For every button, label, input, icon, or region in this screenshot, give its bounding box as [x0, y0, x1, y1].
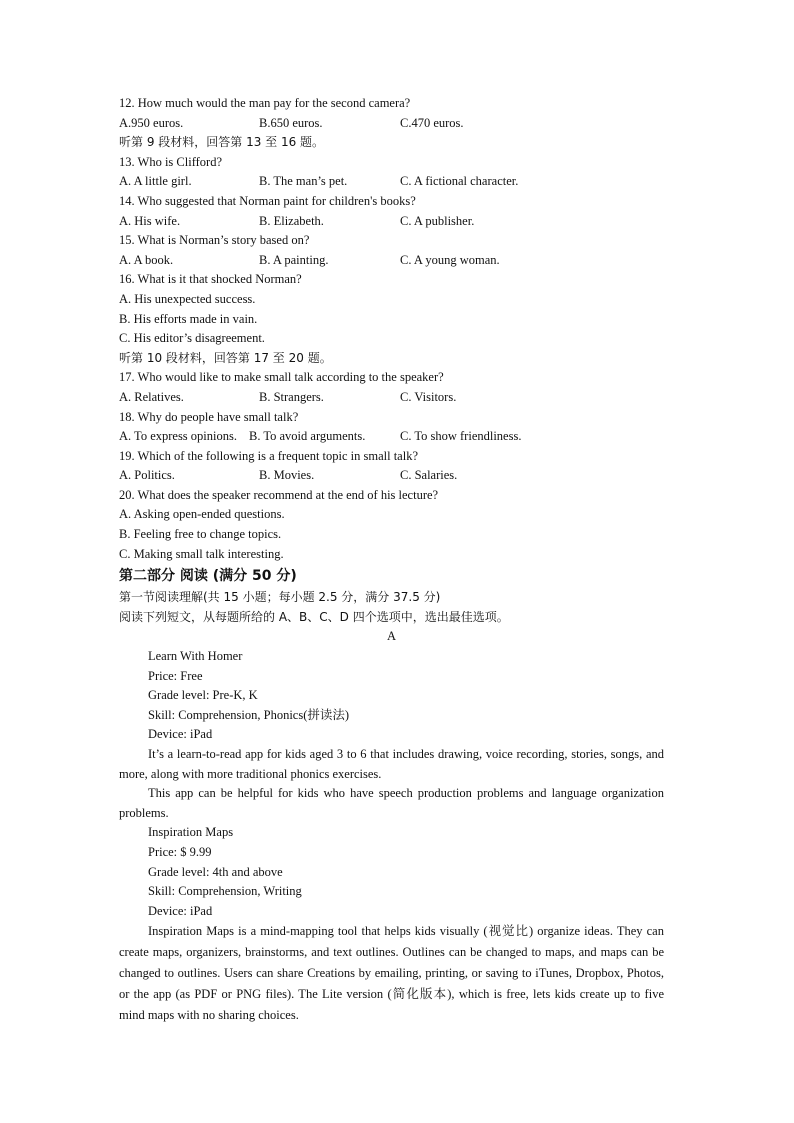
question-18: 18. Why do people have small talk? — [119, 409, 299, 424]
option-18b: B. To avoid arguments. — [249, 429, 366, 444]
option-15c: C. A young woman. — [400, 252, 500, 267]
options-15 — [119, 251, 664, 271]
option-14c: C. A publisher. — [400, 213, 475, 228]
question-17: 17. Who would like to make small talk according to the speaker? — [119, 370, 444, 385]
question-19: 19. Which of the following is a frequent topic in small talk? — [119, 448, 419, 463]
option-19a: A. Politics. — [119, 468, 175, 483]
option-20c: C. Making small talk interesting. — [119, 546, 284, 561]
app1-price: Price: Free — [148, 668, 203, 683]
options-17 — [119, 388, 664, 408]
option-19b: B. Movies. — [259, 468, 315, 483]
app2-skill: Skill: Comprehension, Writing — [148, 884, 302, 899]
app1-grade: Grade level: Pre-K, K — [148, 688, 258, 703]
option-16b: B. His efforts made in vain. — [119, 311, 258, 326]
part-2-heading: 第二部分 阅读 (满分 50 分) — [119, 568, 297, 585]
section-1-heading: 第一节阅读理解(共 15 小题；每小题 2.5 分，满分 37.5 分) — [119, 590, 441, 605]
app1-helpfulness: This app can be helpful for kids who have speech production problems and language organization problems. — [119, 786, 664, 820]
app1-name: Learn With Homer — [148, 649, 243, 664]
app1-device: Device: iPad — [148, 727, 213, 742]
question-15: 15. What is Norman’s story based on? — [119, 233, 310, 248]
app1-skill: Skill: Comprehension, Phonics(拼读法) — [148, 707, 350, 722]
option-16c: C. His editor’s disagreement. — [119, 331, 265, 346]
options-12 — [119, 114, 664, 134]
option-15b: B. A painting. — [259, 252, 329, 267]
app1-description: It’s a learn-to-read app for kids aged 3 to 6 that includes drawing, voice recording, stories, songs, and more, along with more traditional phonics exercises. — [119, 747, 664, 781]
app2-description: Inspiration Maps is a mind-mapping tool that helps kids visually (视觉比) organize ideas. They can create maps, organizers, brainstorms, and text outlines. Outlines can be changed to maps, and maps can be changed to outlines. Users can share Creations by emailing, printing, or saving to iTunes, Dropbox, Photos, or the app (as PDF or PNG files). The Lite version (简化版本), which is free, lets kids create up to five mind maps with no sharing choices. — [119, 924, 664, 1023]
app2-name: Inspiration Maps — [148, 825, 234, 840]
question-16: 16. What is it that shocked Norman? — [119, 272, 302, 287]
option-18a: A. To express opinions. — [119, 429, 237, 444]
option-17c: C. Visitors. — [400, 389, 457, 404]
option-17a: A. Relatives. — [119, 389, 184, 404]
options-19 — [119, 466, 664, 486]
option-12a: A.950 euros. — [119, 115, 184, 130]
question-12: 12. How much would the man pay for the second camera? — [119, 96, 411, 110]
option-19c: C. Salaries. — [400, 468, 458, 483]
option-14b: B. Elizabeth. — [259, 213, 324, 228]
question-14: 14. Who suggested that Norman paint for children's books? — [119, 193, 416, 208]
app2-grade: Grade level: 4th and above — [148, 864, 283, 879]
option-14a: A. His wife. — [119, 213, 181, 228]
option-13c: C. A fictional character. — [400, 174, 519, 189]
option-13b: B. The man’s pet. — [259, 174, 348, 189]
option-18c: C. To show friendliness. — [400, 429, 522, 444]
passage-letter: A — [386, 629, 397, 644]
option-15a: A. A book. — [119, 252, 174, 267]
document-page — [119, 94, 664, 1026]
material-9-instruction: 听第 9 段材料，回答第 13 至 16 题。 — [119, 135, 325, 150]
options-14 — [119, 212, 664, 232]
question-20: 20. What does the speaker recommend at the end of his lecture? — [119, 487, 439, 502]
option-12c: C.470 euros. — [400, 115, 464, 130]
app2-device: Device: iPad — [148, 903, 213, 918]
option-17b: B. Strangers. — [259, 389, 324, 404]
material-10-instruction: 听第 10 段材料，回答第 17 至 20 题。 — [119, 350, 332, 365]
option-20a: A. Asking open-ended questions. — [119, 507, 285, 522]
option-13a: A. A little girl. — [119, 174, 192, 189]
question-13: 13. Who is Clifford? — [119, 154, 223, 169]
options-13 — [119, 172, 664, 192]
option-12b: B.650 euros. — [259, 115, 323, 130]
app2-price: Price: $ 9.99 — [148, 844, 212, 859]
reading-instruction: 阅读下列短文，从每题所给的 A、B、C、D 四个选项中，选出最佳选项。 — [119, 609, 509, 624]
option-20b: B. Feeling free to change topics. — [119, 527, 282, 542]
options-18 — [119, 427, 664, 447]
option-16a: A. His unexpected success. — [119, 291, 256, 306]
